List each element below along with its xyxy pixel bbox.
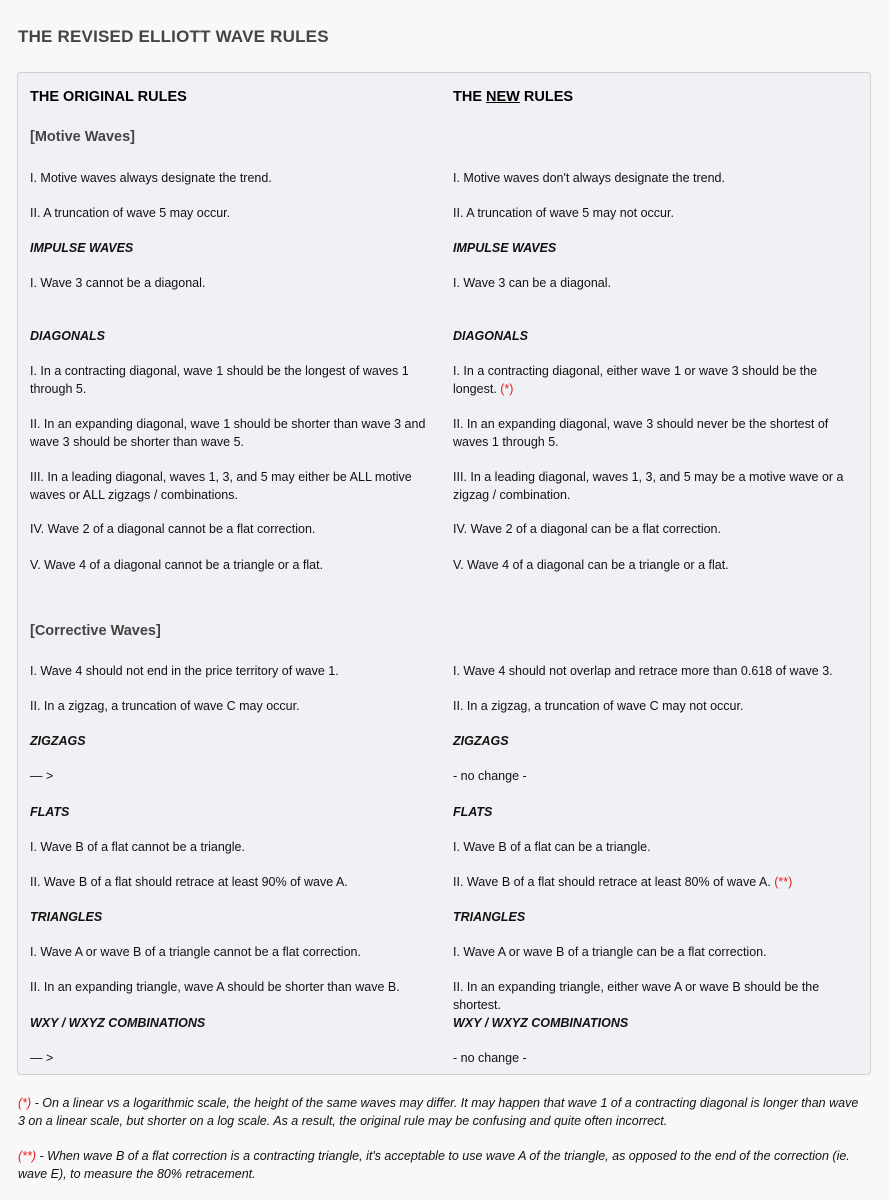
original-diagonal-rule-3: III. In a leading diagonal, waves 1, 3, and 5 may either be ALL motive waves or ALL zigzags / combinations.: [30, 470, 412, 502]
new-rules-header-prefix: THE: [453, 89, 487, 105]
new-diagonal-rule-1: [453, 362, 858, 398]
new-flats-heading: FLATS: [453, 805, 493, 819]
new-motive-rule-1: I. Motive waves don't always designate the trend.: [453, 171, 725, 185]
original-diagonal-rule-5: V. Wave 4 of a diagonal cannot be a triangle or a flat.: [30, 558, 324, 572]
original-diagonals-heading: DIAGONALS: [30, 329, 105, 343]
new-triangles-heading: TRIANGLES: [453, 910, 526, 924]
original-triangle-rule-2: II. In an expanding triangle, wave A should be shorter than wave B.: [30, 980, 400, 994]
original-diagonal-rule-2: II. In an expanding diagonal, wave 1 should be shorter than wave 3 and wave 3 should be shorter than wave 5.: [30, 417, 426, 449]
rules-comparison-panel: [17, 72, 871, 1075]
new-rules-header-emphasis: NEW: [486, 89, 520, 105]
new-flat-rule-1: I. Wave B of a flat can be a triangle.: [453, 840, 651, 854]
original-flats-heading: FLATS: [30, 805, 70, 819]
footnote-2-text: - When wave B of a flat correction is a contracting triangle, it's acceptable to use wave A of the triangle, as opposed to the end of the correction (ie. wave E), to measure the 80% retracement.: [18, 1149, 850, 1181]
original-zigzag-arrow: — >: [30, 769, 54, 783]
original-combination-arrow: — >: [30, 1051, 54, 1065]
footnote-2: [18, 1147, 863, 1183]
new-zigzag-no-change: - no change -: [453, 769, 527, 783]
new-impulse-waves-heading: IMPULSE WAVES: [453, 241, 557, 255]
new-combinations-heading: WXY / WXYZ COMBINATIONS: [453, 1016, 629, 1030]
original-motive-rule-1: I. Motive waves always designate the trend.: [30, 171, 272, 185]
original-corrective-rule-2: II. In a zigzag, a truncation of wave C may occur.: [30, 699, 300, 713]
new-impulse-rule-1: I. Wave 3 can be a diagonal.: [453, 276, 611, 290]
footnote-1-marker: (*): [18, 1096, 32, 1110]
original-rules-header: THE ORIGINAL RULES: [30, 89, 187, 105]
footnote-1-text: - On a linear vs a logarithmic scale, the height of the same waves may differ. It may happen that wave 1 of a contracting diagonal is longer than wave 3 on a linear scale, but shorter on a log scale. As a result, the original rule may be confusing and quite often incorrect.: [18, 1096, 859, 1128]
original-motive-rule-2: II. A truncation of wave 5 may occur.: [30, 206, 231, 220]
original-zigzags-heading: ZIGZAGS: [30, 734, 86, 748]
new-diagonal-rule-5: V. Wave 4 of a diagonal can be a triangle or a flat.: [453, 558, 729, 572]
original-impulse-waves-heading: IMPULSE WAVES: [30, 241, 134, 255]
page-title: THE REVISED ELLIOTT WAVE RULES: [18, 27, 329, 46]
new-rules-header-suffix: RULES: [519, 89, 574, 105]
new-diagonals-heading: DIAGONALS: [453, 329, 528, 343]
new-triangle-rule-1: I. Wave A or wave B of a triangle can be a flat correction.: [453, 945, 767, 959]
original-triangle-rule-1: I. Wave A or wave B of a triangle cannot be a flat correction.: [30, 945, 361, 959]
new-zigzags-heading: ZIGZAGS: [453, 734, 509, 748]
original-diagonal-rule-1: I. In a contracting diagonal, wave 1 should be the longest of waves 1 through 5.: [30, 364, 409, 396]
new-rules-header: [453, 88, 858, 106]
new-diagonal-rule-2: II. In an expanding diagonal, wave 3 should never be the shortest of waves 1 through 5.: [453, 417, 829, 449]
new-diagonal-rule-4: IV. Wave 2 of a diagonal can be a flat correction.: [453, 522, 721, 536]
new-combination-no-change: - no change -: [453, 1051, 527, 1065]
original-diagonal-rule-4: IV. Wave 2 of a diagonal cannot be a flat correction.: [30, 522, 316, 536]
footnote-ref-2: (**): [774, 875, 793, 889]
new-diagonal-rule-1-text: I. In a contracting diagonal, either wave 1 or wave 3 should be the longest.: [453, 364, 818, 396]
new-corrective-rule-2: II. In a zigzag, a truncation of wave C may not occur.: [453, 699, 744, 713]
motive-waves-section-title: [Motive Waves]: [30, 129, 136, 145]
new-flat-rule-2-text: II. Wave B of a flat should retrace at least 80% of wave A.: [453, 875, 771, 889]
footnote-ref-1: (*): [500, 382, 514, 396]
original-corrective-rule-1: I. Wave 4 should not end in the price territory of wave 1.: [30, 664, 339, 678]
original-impulse-rule-1: I. Wave 3 cannot be a diagonal.: [30, 276, 206, 290]
original-combinations-heading: WXY / WXYZ COMBINATIONS: [30, 1016, 206, 1030]
footnote-1: [18, 1094, 863, 1130]
new-diagonal-rule-3: III. In a leading diagonal, waves 1, 3, and 5 may be a motive wave or a zigzag / combination.: [453, 470, 844, 502]
new-motive-rule-2: II. A truncation of wave 5 may not occur.: [453, 206, 674, 220]
footnote-2-marker: (**): [18, 1149, 37, 1163]
new-triangle-rule-2: II. In an expanding triangle, either wave A or wave B should be the shortest.: [453, 980, 820, 1012]
original-triangles-heading: TRIANGLES: [30, 910, 103, 924]
new-corrective-rule-1: I. Wave 4 should not overlap and retrace more than 0.618 of wave 3.: [453, 664, 833, 678]
new-flat-rule-2: [453, 873, 858, 891]
original-flat-rule-1: I. Wave B of a flat cannot be a triangle.: [30, 840, 245, 854]
corrective-waves-section-title: [Corrective Waves]: [30, 623, 161, 639]
original-flat-rule-2: II. Wave B of a flat should retrace at least 90% of wave A.: [30, 875, 348, 889]
